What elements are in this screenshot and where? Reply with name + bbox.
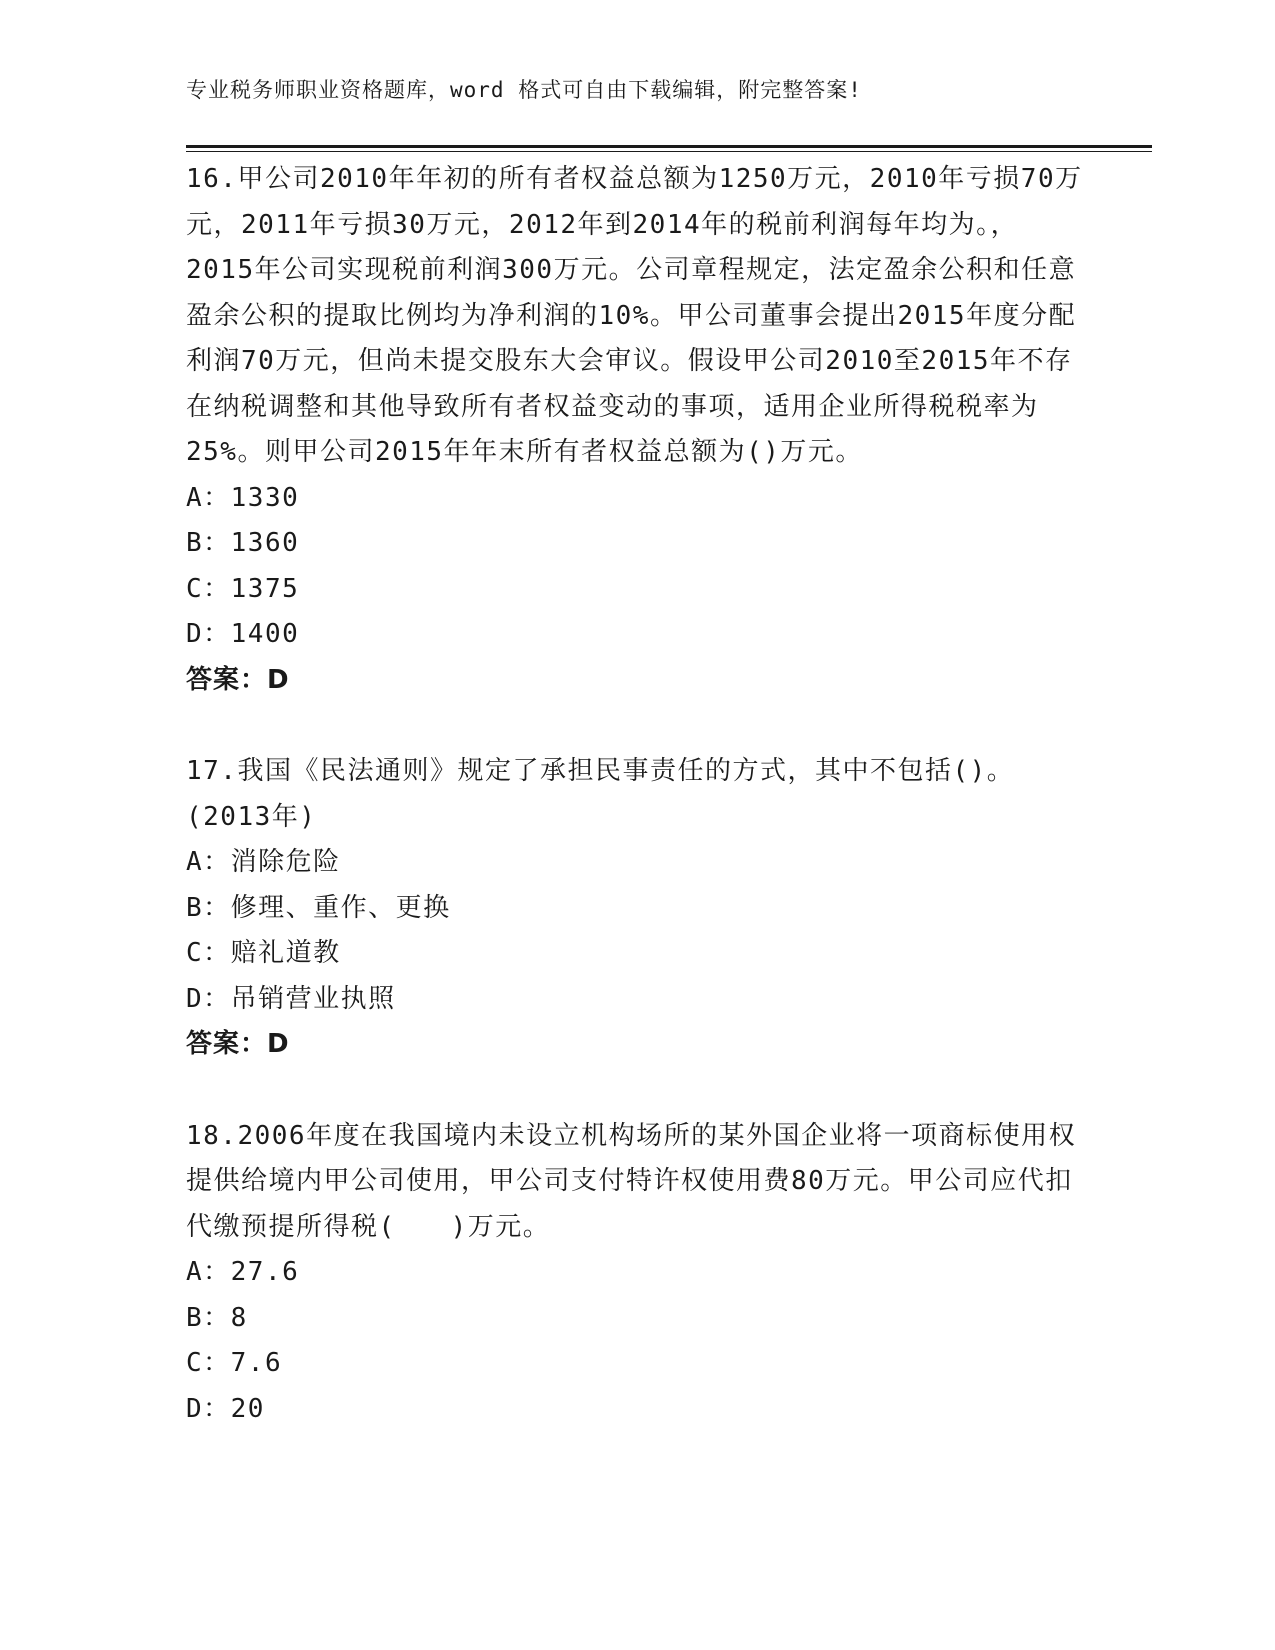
question-spacer [186, 1068, 1086, 1114]
option-a: A：消除危险 [186, 847, 341, 877]
question-17 [186, 749, 1086, 1068]
option-b: B：8 [186, 1302, 248, 1333]
question-16 [186, 157, 1086, 703]
question-spacer [186, 703, 1086, 749]
question-list [186, 157, 1086, 1432]
option-d: D：吊销营业执照 [186, 983, 396, 1014]
option-b: B：修理、重作、更换 [186, 892, 451, 923]
option-a: A：27.6 [186, 1257, 300, 1287]
option-c: C：赔礼道教 [186, 938, 341, 968]
option-b: B：1360 [186, 528, 300, 558]
question-text: 16.甲公司2010年年初的所有者权益总额为1250万元，2010年亏损70万元，2011年亏损30万元，2012年到2014年的税前利润每年均为。，2015年公司实现税前利润300万元。公司章程规定，法定盈余公积和任意盈余公积的提取比例均为净利润的10%。甲公司董事会提出2015年度分配利润70万元，但尚未提交股东大会审议。假设甲公司2010至2015年不存在纳税调整和其他导致所有者权益变动的事项，适用企业所得税税率为25%。则甲公司2015年年末所有者权益总额为()万元。 [186, 164, 1083, 467]
header-divider-thin [186, 151, 1152, 152]
option-a: A：1330 [186, 482, 300, 513]
option-c: C：7.6 [186, 1348, 283, 1378]
answer-label: 答案：D [186, 664, 290, 695]
option-d: D：1400 [186, 619, 300, 649]
answer-label: 答案：D [186, 1029, 290, 1059]
option-c: C：1375 [186, 573, 300, 604]
question-text: 18.2006年度在我国境内未设立机构场所的某外国企业将一项商标使用权提供给境内甲公司使用，甲公司支付特许权使用费80万元。甲公司应代扣代缴预提所得税( )万元。 [186, 1120, 1077, 1242]
question-18 [186, 1114, 1086, 1433]
header-note: 专业税务师职业资格题库，word 格式可自由下载编辑，附完整答案! [186, 78, 862, 102]
question-text: 17.我国《民法通则》规定了承担民事责任的方式，其中不包括()。(2013年) [186, 756, 1015, 832]
option-d: D：20 [186, 1393, 265, 1424]
header-divider [186, 145, 1152, 148]
